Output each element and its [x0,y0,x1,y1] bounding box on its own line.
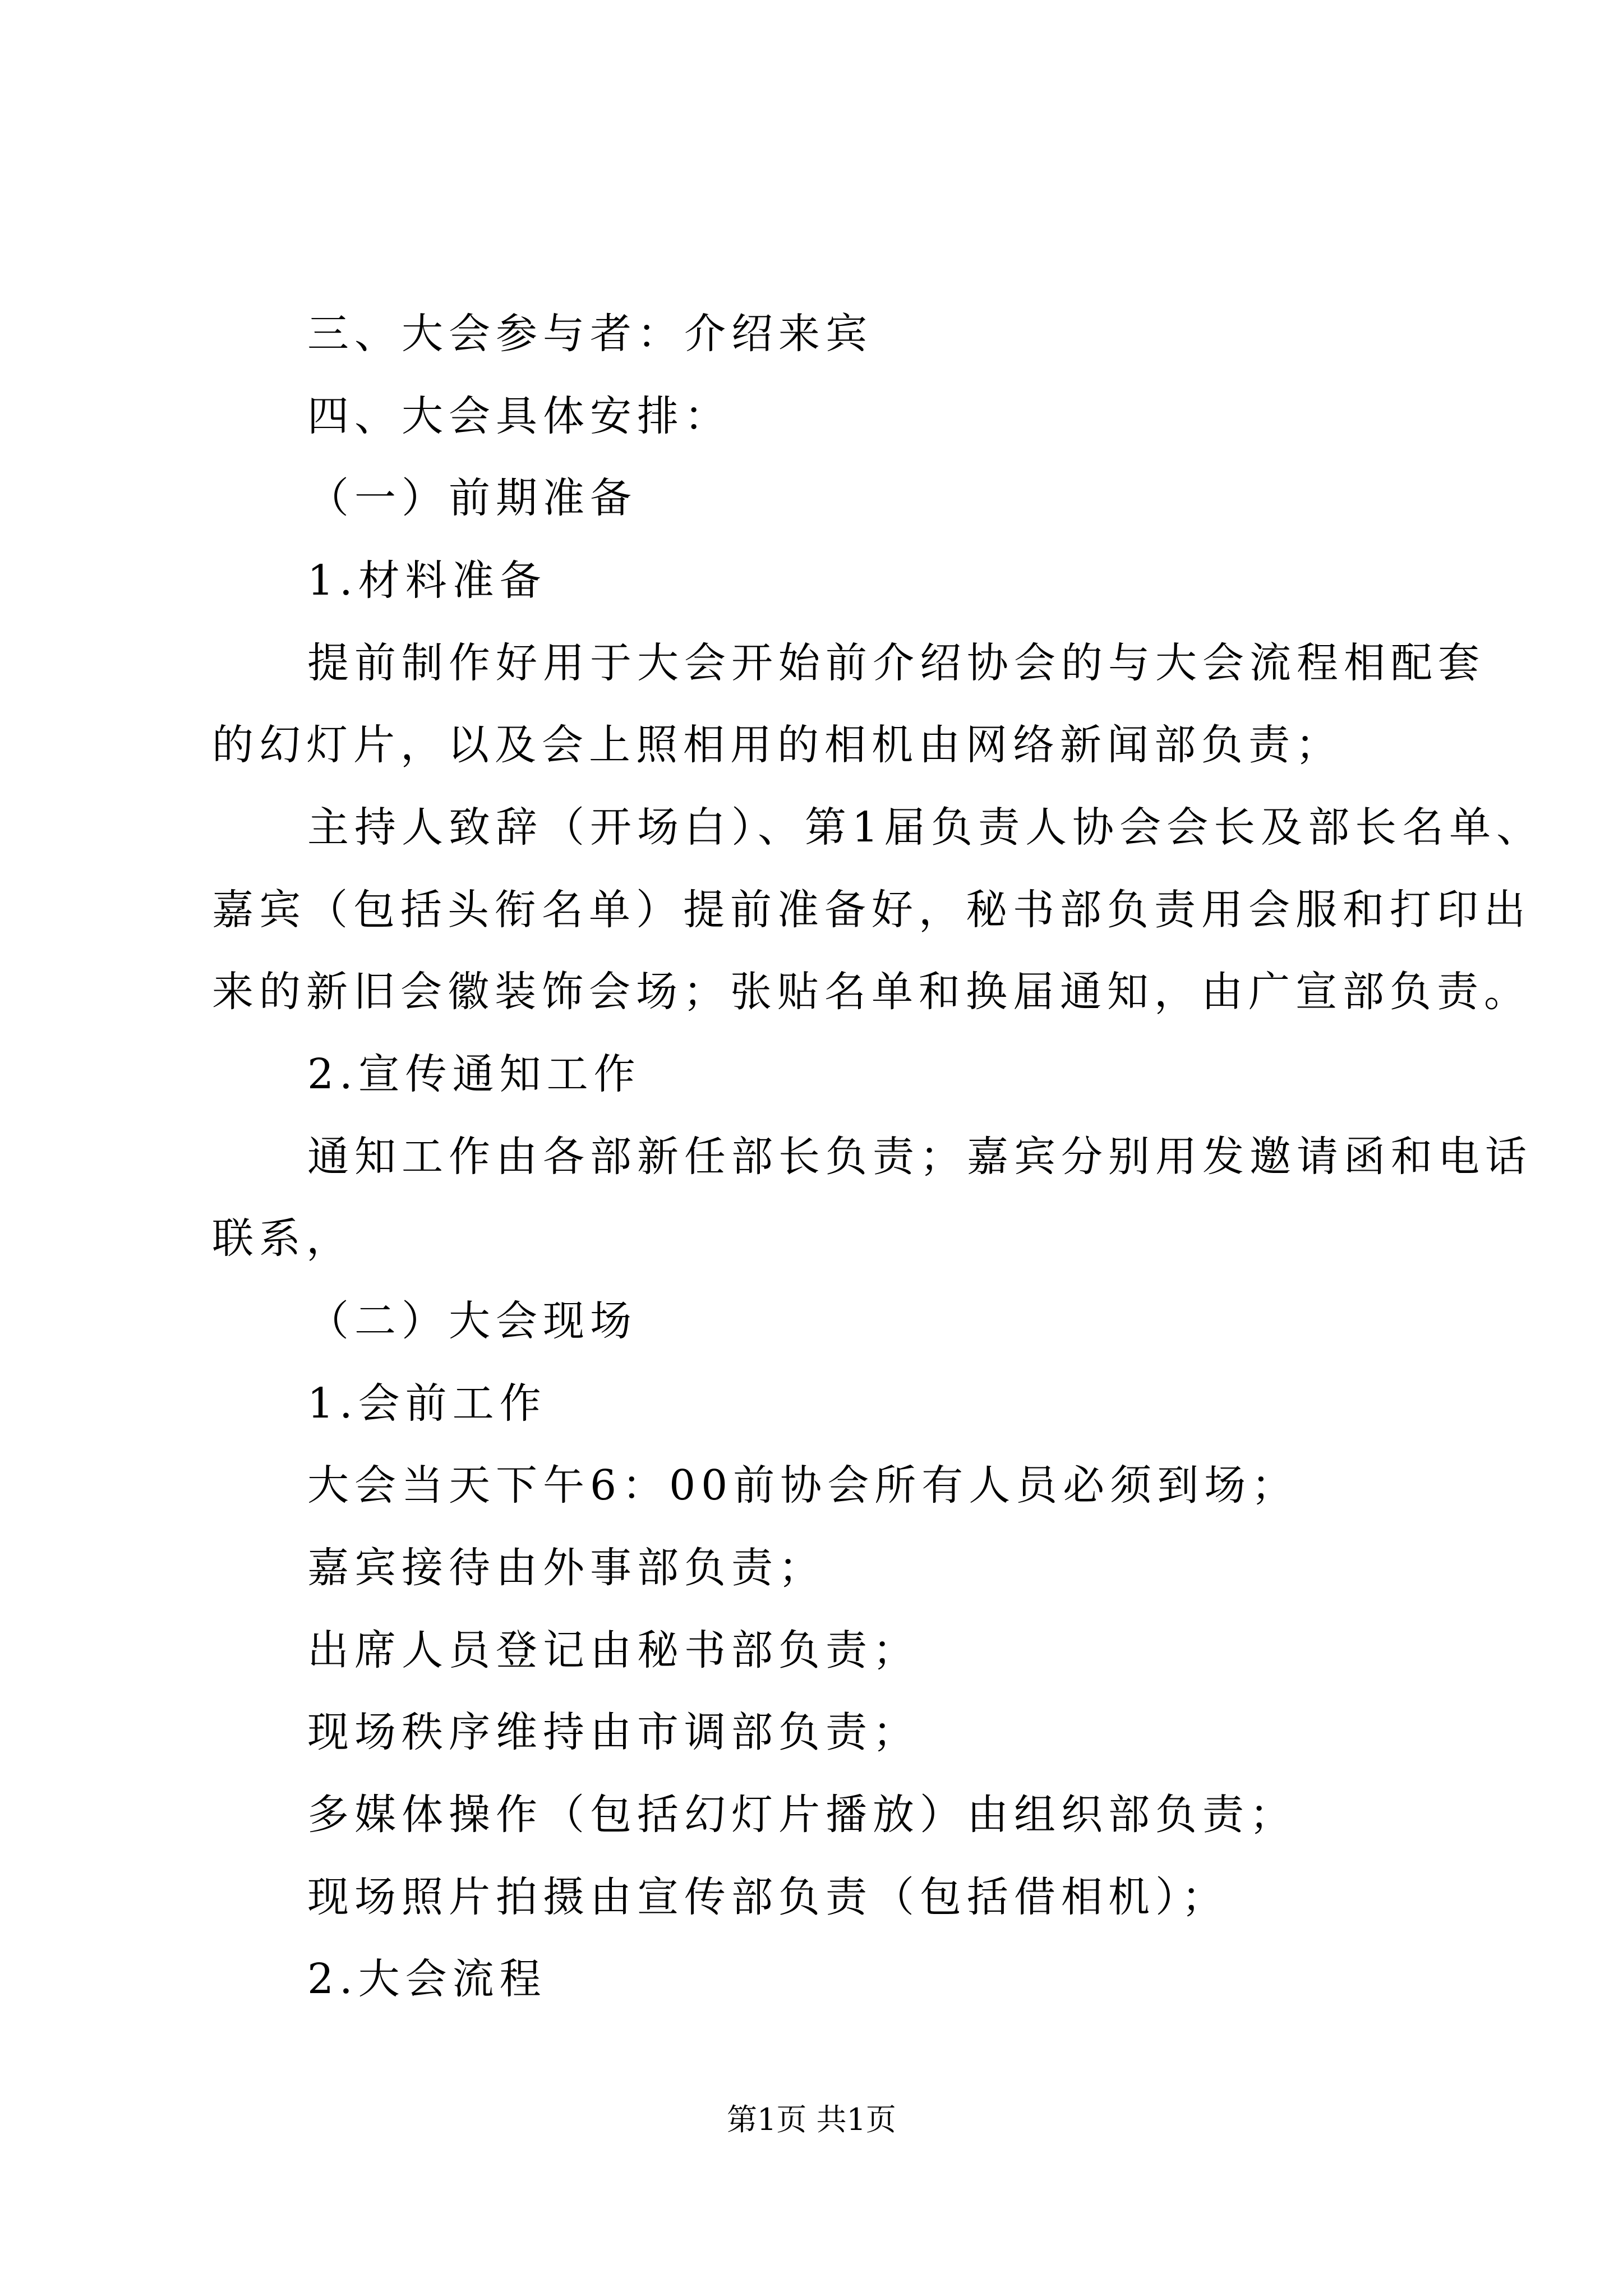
text-line: （一）前期准备 [307,474,637,522]
page-footer: 第1页 共1页 [727,2102,896,2137]
text-line: 2.大会流程 [307,1955,547,2003]
text-line: 1.会前工作 [307,1379,547,1428]
text-line: 多媒体操作（包括幻灯片播放）由组织部负责； [307,1791,1297,1839]
text-line: 主持人致辞（开场白）、第1届负责人协会会长及部长名单、 [307,803,1544,852]
text-line: （二）大会现场 [307,1297,637,1345]
text-line: 的幻灯片，以及会上照相用的相机由网络新闻部负责； [212,721,1343,769]
text-line: 2.宣传通知工作 [307,1050,641,1098]
text-line: 联系， [212,1214,353,1263]
text-line: 现场秩序维持由市调部负责； [307,1708,920,1756]
text-line: 嘉宾（包括头衔名单）提前准备好，秘书部负责用会服和打印出 [212,886,1531,934]
text-line: 嘉宾接待由外事部负责； [307,1544,826,1592]
text-line: 来的新旧会徽装饰会场；张贴名单和换届通知，由广宣部负责。 [212,968,1531,1016]
text-line: 四、大会具体安排： [307,392,731,440]
text-line: 出席人员登记由秘书部负责； [307,1626,920,1674]
text-line: 提前制作好用于大会开始前介绍协会的与大会流程相配套 [307,639,1485,687]
text-line: 三、大会参与者：介绍来宾 [307,310,873,358]
text-line: 通知工作由各部新任部长负责；嘉宾分别用发邀请函和电话 [307,1133,1532,1181]
text-line: 大会当天下午6：00前协会所有人员必须到场； [307,1461,1299,1510]
text-line: 现场照片拍摄由宣传部负责（包括借相机）； [307,1873,1229,1921]
text-line: 1.材料准备 [307,556,547,605]
